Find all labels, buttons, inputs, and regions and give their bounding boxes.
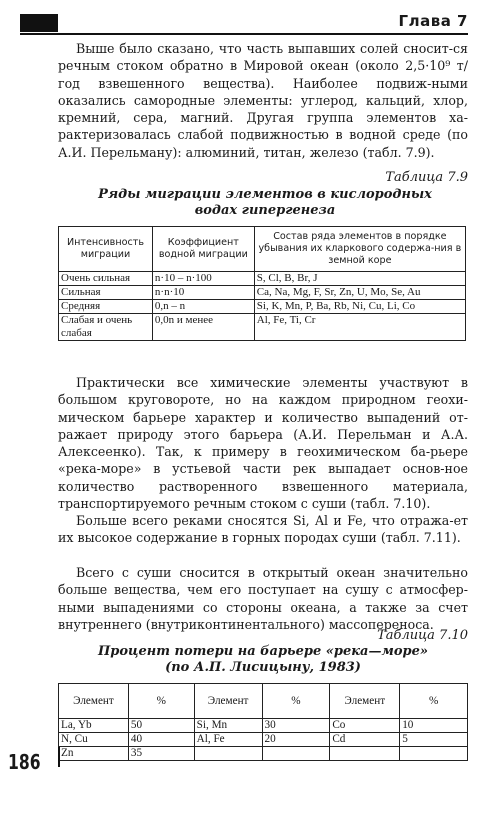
- page-number: 186: [8, 750, 41, 774]
- table-7-10-title-line2: (по А.П. Лисицыну, 1983): [165, 660, 361, 675]
- table-row: [59, 747, 468, 761]
- table-cell: [330, 747, 400, 761]
- table-cell: [194, 747, 262, 761]
- table-cell: [400, 747, 468, 761]
- table-cell: n·10 – n·100: [152, 272, 254, 286]
- table-cell: Co: [330, 719, 400, 733]
- table-row: [59, 272, 466, 286]
- table-cell: 0,n – n: [152, 300, 254, 314]
- table-cell: S, Cl, B, Br, J: [254, 272, 465, 286]
- table-7-10-label: Таблица 7.10: [377, 628, 468, 643]
- table-cell: N, Cu: [59, 733, 129, 747]
- table-row: [59, 300, 466, 314]
- header-cell: Коэффициент водной миграции: [152, 227, 254, 272]
- table-cell: Al, Fe: [194, 733, 262, 747]
- paragraph-1: Выше было сказано, что часть выпавших солей сносит-ся речным стоком обратно в Мировой океан (около 2,5·10⁹ т/год взвешенного вещества). Наиболее подвиж-ными оказались самородные элементы: углерод, кальций, хлор, кремний, сера, магний. Другая группа элементов ха-рактеризовалась слабой подвижностью в водной среде (по А.И. Перельману): алюминий, титан, железо (табл. 7.9).: [58, 41, 468, 160]
- table-7-9: [58, 226, 466, 341]
- table-cell: Сильная: [59, 286, 153, 300]
- table-cell: 5: [400, 733, 468, 747]
- table-cell: Ca, Na, Mg, F, Sr, Zn, U, Mo, Se, Au: [254, 286, 465, 300]
- table-cell: n·n·10: [152, 286, 254, 300]
- table-cell: 20: [262, 733, 330, 747]
- table-cell: [262, 747, 330, 761]
- table-header-row: [59, 684, 468, 719]
- header-cell: Состав ряда элементов в порядке убывания их кларкового содержа-ния в земной коре: [254, 227, 465, 272]
- header-cell: Элемент: [330, 684, 400, 719]
- header-cell: Элемент: [59, 684, 129, 719]
- paragraph-3: Больше всего реками сносятся Si, Al и Fe, что отража-ет их высокое содержание в горных породах суши (табл. 7.11).: [58, 513, 468, 546]
- paragraph-4: Всего с суши сносится в открытый океан значительно больше вещества, чем его поступает на сушу с атмосфер-ными выпадениями со стороны океана, а также за счет внутреннего (внутриконтинентального) массопереноса.: [58, 565, 468, 632]
- header-bar: [20, 14, 58, 32]
- table-cell: Средняя: [59, 300, 153, 314]
- table-row: [59, 719, 468, 733]
- table-7-10-title: [58, 644, 468, 676]
- table-cell: Cd: [330, 733, 400, 747]
- table-row: [59, 733, 468, 747]
- table-cell: 0,0n и менее: [152, 314, 254, 341]
- table-cell: La, Yb: [59, 719, 129, 733]
- header-cell: %: [262, 684, 330, 719]
- table-cell: Слабая и очень слабая: [59, 314, 153, 341]
- table-row: [59, 286, 466, 300]
- table-7-10-title-line1: Процент потери на барьере «река—море»: [97, 644, 428, 659]
- table-cell: 30: [262, 719, 330, 733]
- table-7-9-title: Ряды миграции элементов в кислородных водах гипергенеза: [98, 187, 432, 218]
- header-cell: %: [400, 684, 468, 719]
- header-rule: [20, 33, 468, 35]
- table-cell: 50: [128, 719, 194, 733]
- table-cell: Zn: [59, 747, 129, 761]
- header-cell: Элемент: [194, 684, 262, 719]
- table-cell: Si, K, Mn, P, Ba, Rb, Ni, Cu, Li, Co: [254, 300, 465, 314]
- table-cell: 35: [128, 747, 194, 761]
- table-cell: 40: [128, 733, 194, 747]
- header-cell: %: [128, 684, 194, 719]
- table-cell: Si, Mn: [194, 719, 262, 733]
- table-header-row: [59, 227, 466, 272]
- table-cell: Al, Fe, Ti, Cr: [254, 314, 465, 341]
- paragraph-2: Практически все химические элементы участвуют в большом круговороте, но на каждом природном геохи-мическом барьере характер и количество выпадений от-ражает природу этого барьера (А.И. Перельман и А.А. Алексеенко). Так, к примеру в геохимическом ба-рьере «река-море» в устьевой части рек выпадает основ-ное количество растворенного взвешенного материала, транспортируемого речным стоком с суши (табл. 7.10).: [58, 375, 468, 512]
- table-cell: Очень сильная: [59, 272, 153, 286]
- header-cell: Интенсивность миграции: [59, 227, 153, 272]
- table-7-10: [58, 683, 468, 761]
- table-row: [59, 314, 466, 341]
- table-7-9-label: Таблица 7.9: [385, 170, 468, 185]
- page-number-rule: [58, 747, 60, 767]
- chapter-title: Глава 7: [398, 12, 468, 30]
- table-cell: 10: [400, 719, 468, 733]
